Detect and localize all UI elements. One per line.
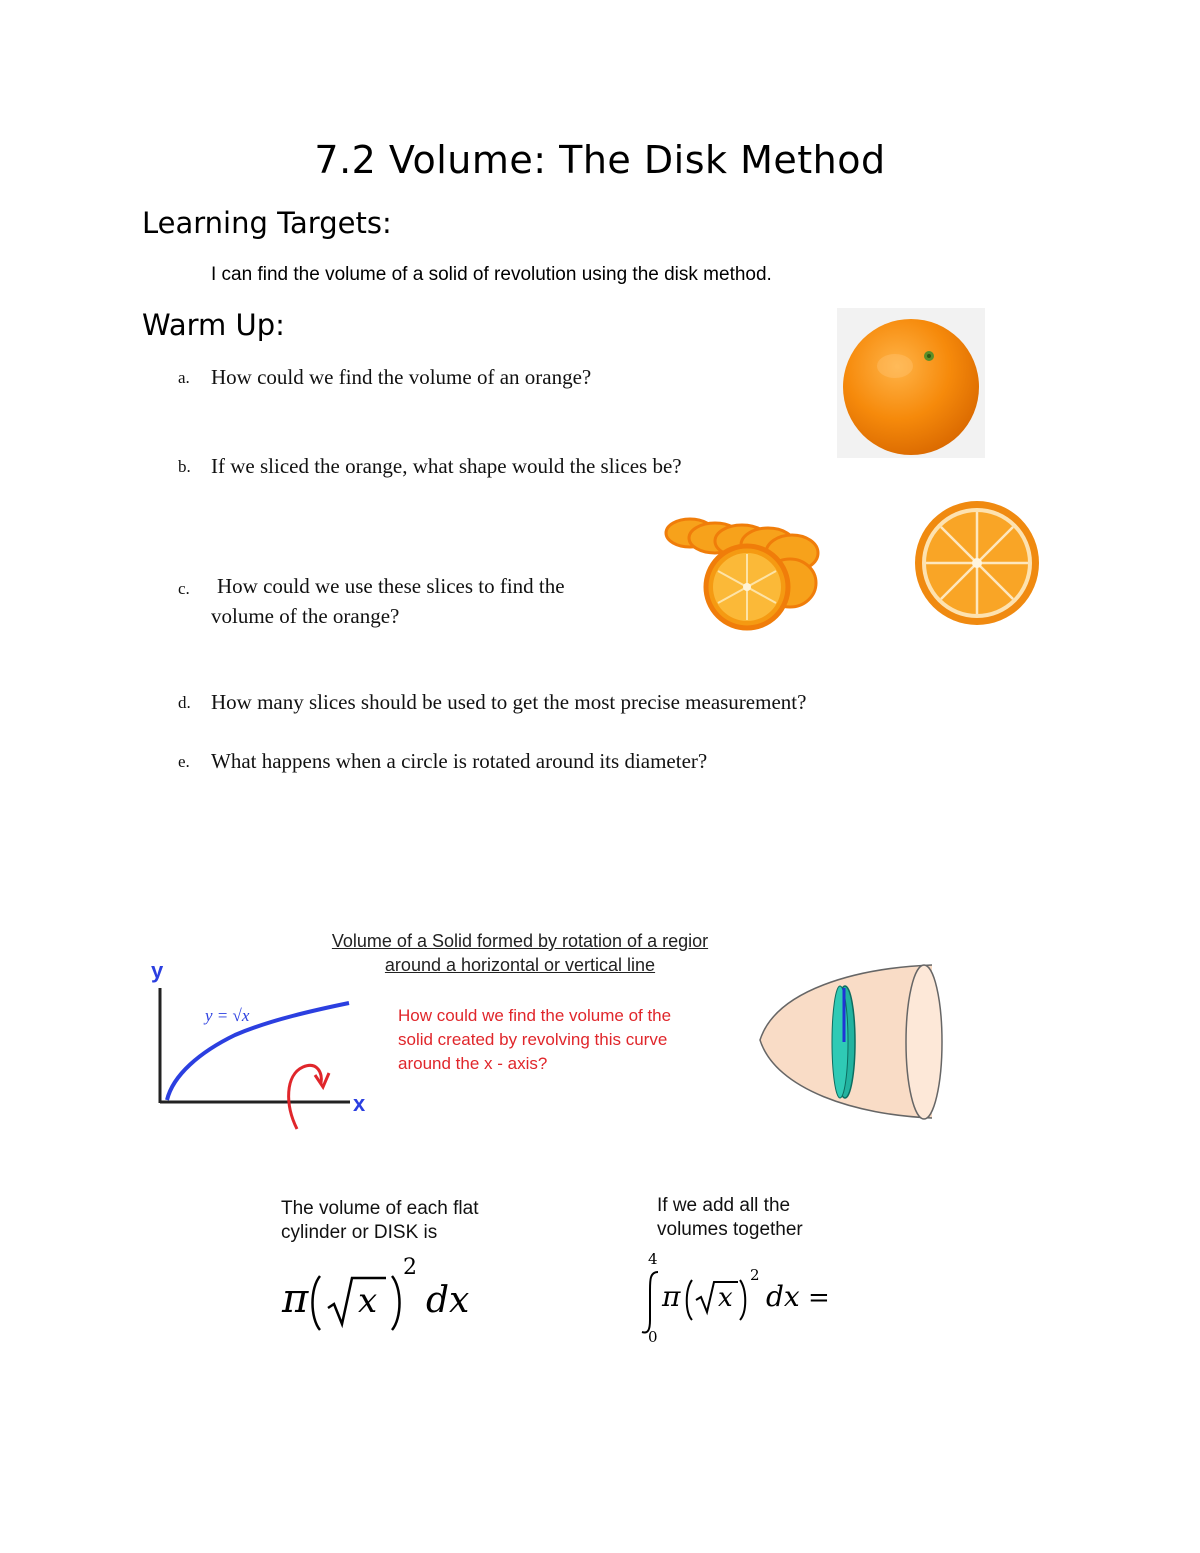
question-c <box>178 571 565 631</box>
orange-cross-section-image <box>913 497 1045 632</box>
svg-text:x: x <box>718 1283 733 1313</box>
svg-text:2: 2 <box>403 1255 417 1280</box>
whole-orange-image <box>837 308 985 458</box>
question-b <box>178 454 682 479</box>
question-label: b. <box>178 457 191 476</box>
orange-slices-image <box>660 505 825 635</box>
question-label: a. <box>178 368 190 387</box>
integral-lower-limit: 0 <box>648 1328 658 1345</box>
solid-of-revolution-diagram <box>756 960 946 1125</box>
integral-formula <box>640 1250 840 1345</box>
figure-question <box>398 1004 738 1076</box>
question-label: e. <box>178 752 190 771</box>
learning-targets-heading: Learning Targets: <box>142 206 392 240</box>
svg-text:π: π <box>282 1276 309 1322</box>
y-axis-label: y <box>151 958 164 983</box>
svg-text:dx: dx <box>766 1280 800 1313</box>
question-text-line1: How could we use these slices to find the <box>217 574 565 598</box>
figure-question-line1: How could we find the volume of the <box>398 1006 672 1025</box>
learning-target-item: I can find the volume of a solid of revolution using the disk method. <box>211 264 772 285</box>
question-text: What happens when a circle is rotated around its diameter? <box>211 749 708 773</box>
disk-volume-note <box>281 1197 479 1245</box>
question-text: How could we find the volume of an orange? <box>211 365 592 389</box>
disk-volume-note-line1: The volume of each flat <box>281 1198 479 1219</box>
question-label: d. <box>178 693 191 712</box>
disk-volume-note-line2: cylinder or DISK is <box>281 1222 438 1243</box>
warm-up-heading: Warm Up: <box>142 308 285 342</box>
curve-label: y = √x <box>205 1006 250 1025</box>
question-d <box>178 690 807 715</box>
question-a <box>178 365 592 390</box>
question-e <box>178 749 708 774</box>
svg-text:π: π <box>662 1280 681 1313</box>
svg-text:dx: dx <box>426 1280 470 1321</box>
figure-title-line2: around a horizontal or vertical line <box>384 955 656 975</box>
integral-upper-limit: 4 <box>648 1250 658 1268</box>
svg-text:=: = <box>808 1283 830 1313</box>
figure-title-line1: Volume of a Solid formed by rotation of a regior <box>331 931 709 951</box>
figure-question-line3: around the x - axis? <box>398 1054 548 1073</box>
svg-text:2: 2 <box>750 1266 760 1284</box>
sum-volumes-note-line1: If we add all the <box>657 1195 791 1216</box>
figure-question-line2: solid created by revolving this curve <box>398 1030 668 1049</box>
question-text: How many slices should be used to get the most precise measurement? <box>211 690 807 714</box>
svg-text:x: x <box>358 1281 378 1321</box>
question-text: If we sliced the orange, what shape would the slices be? <box>211 454 682 478</box>
question-label: c. <box>178 579 190 598</box>
question-text-line2: volume of the orange? <box>211 604 400 628</box>
sum-volumes-note <box>657 1194 803 1242</box>
x-axis-label: x <box>353 1091 366 1116</box>
sum-volumes-note-line2: volumes together <box>657 1219 803 1240</box>
sqrt-curve-graph <box>145 955 380 1135</box>
disk-volume-formula <box>280 1250 480 1345</box>
page-title: 7.2 Volume: The Disk Method <box>314 138 886 182</box>
